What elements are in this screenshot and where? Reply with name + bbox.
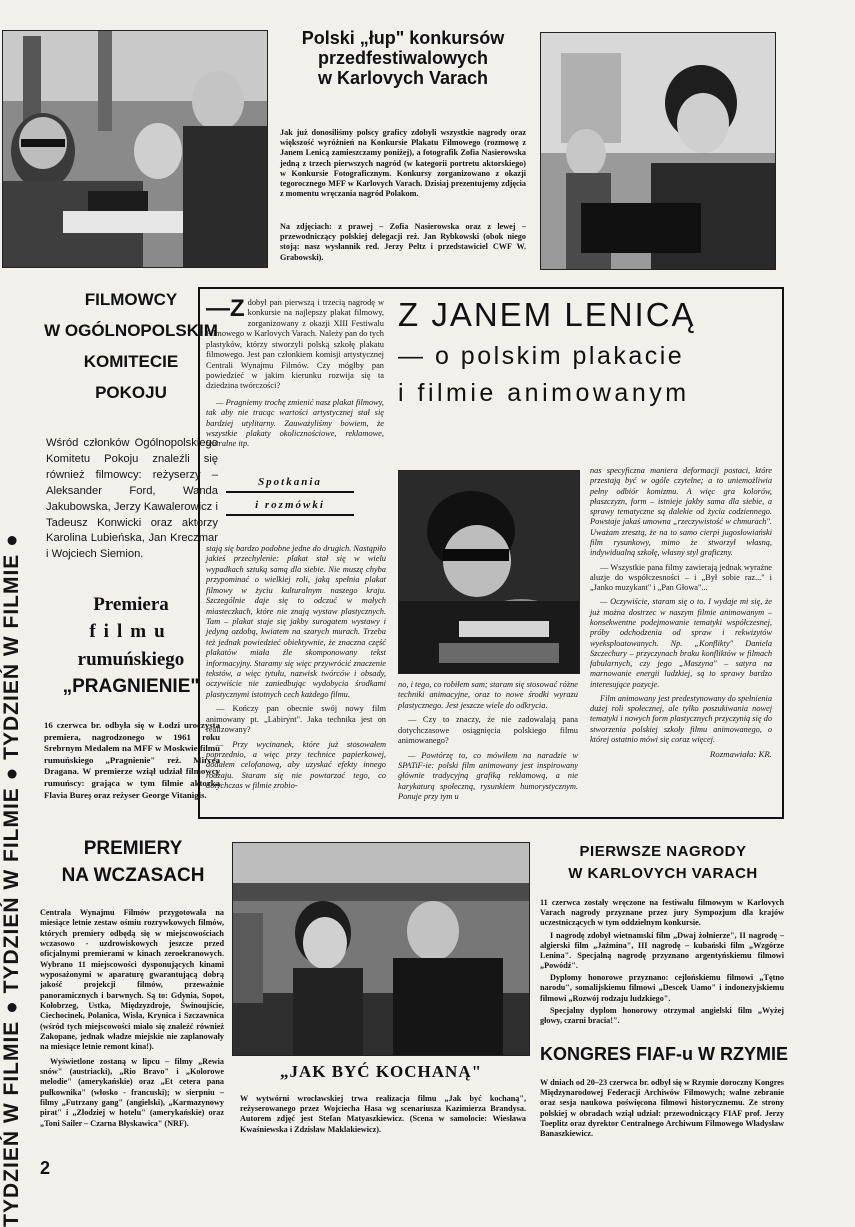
filmowcy-headline-line-4: POKOJU <box>95 383 167 403</box>
interview-answer-3: — Powtórzę to, co mówiłem na naradzie w SPATiF-ie: polski film animowany jest inspirowany głównie tradycyjną grafiką reklamową, a nie karykaturą społeczną, rysunkiem humorystycznym. Ponuje przy tym u <box>398 750 578 802</box>
interview-answer-2: — Przy wycinanek, które już stosowałem poprzednio, a więc przy technice papierkowej, dodałem celofanową, aby uzyskać efekty innego rodzaju. Staram się nie powtarzać tego, co dotychczas w filmie zrobio- <box>206 739 386 791</box>
page-number: 2 <box>40 1158 51 1178</box>
photo-jan-lenica <box>398 470 580 674</box>
interview-answer-5: Film animowany jest predestynowany do spełnienia dużej roli społecznej, ale tylko poszukiwania nowej tematyki i nowych form plastycznych przyczynią się do stworzenia polskiej szkoły filmu animowanego, o której ostatnio mówi się coraz więcej. <box>590 693 772 745</box>
filmowcy-headline <box>40 290 222 402</box>
nagrody-headline <box>544 844 782 883</box>
spine-label: TYDZIEŃ W FILMIE ● TYDZIEŃ W FILMIE ● TYDZIEŃ W FILMIE ● <box>0 533 23 1227</box>
pragnienie-headline <box>40 594 222 697</box>
nagrody-body-2: I nagrodę zdobył wietnamski film „Dwaj żołnierze", II nagrodę – algierski film „Jaźmina", III nagrodę – kubański film „Wzgórze Lenina". Specjalną nagrodę przyznano argentyńskiemu filmowi „Powódź". <box>540 930 784 971</box>
filmowcy-body: Wśród członków Ogólnopolskiego Komitetu Pokoju znaleźli się również filmowcy: reżyserzy – Aleksander Ford, Wanda Jakubowska, Jerzy Kawalerowicz i Tadeusz Konwicki oraz aktorzy Karolina Lubieńska, Jan Kreczmar i Wojciech Siemion. <box>46 437 218 561</box>
nagrody-body-4: Specjalny dyplom honorowy otrzymał angielski film „Wyżej głowy, czarni bracia!". <box>540 1005 784 1025</box>
nagrody-headline-line-1: PIERWSZE NAGRODY <box>579 843 747 860</box>
interview-question-2: — Kończy pan obecnie swój nowy film animowany pt. „Labirynt". Jaka technika jest on realizowany? <box>206 704 386 735</box>
premiery-headline-line-2: NA WCZASACH <box>61 865 205 887</box>
kochana-headline: „JAK BYĆ KOCHANĄ" <box>279 1062 483 1081</box>
top-headline-line-2: przedfestiwalowych <box>317 48 489 69</box>
kochana-body: W wytwórni wrocławskiej trwa realizacja filmu „Jak być kochaną", reżyserowanego przez Wojciecha Hasa wg scenariusza Kazimierza Brandysa. Autorem zdjęć jest Stefan Matyaszkiewicz. (Scena w samolocie: Wiesława Kwaśniewska i Zdzisław Maklakiewicz). <box>240 1094 526 1134</box>
interview-headline-line-1: Z JANEM LENICĄ <box>398 296 696 333</box>
interview-col-b <box>206 544 386 792</box>
interview-question-3: — Czy to znaczy, że nie zadowalają pana dotychczasowe osiągnięcia polskiego filmu animowanego? <box>398 715 578 746</box>
interview-dropcap: —Z <box>206 295 245 322</box>
filmowcy-headline-line-3: KOMITECIE <box>83 352 179 372</box>
interview-headline <box>398 296 772 408</box>
pragnienie-body: 16 czerwca br. odbyła się w Łodzi uroczysta premiera, nagrodzonego w 1961 roku Srebrnym Medalem na MFF w Moskwie filmu rumuńskiego „Pragnienie" reż. Mircea Dragana. W premierze wziął udział filmowcy rumuńscy: grająca w tym filmie aktorka Flavia Bureș oraz reżyser George Vitanigis. <box>44 720 220 800</box>
ribbon-line-1: Spotkania <box>226 476 354 493</box>
fiaf-body: W dniach od 20–23 czerwca br. odbył się w Rzymie doroczny Kongres Międzynarodowej Federacji Archiwów Filmowych; walne zebranie oraz sesja naukowa poświęcona filmowi historycznemu. Ze strony polskiej w obradach wziął udział: przewodniczący FIAF prof. Jerzy Toeplitz oraz dyrektor Centralnego Archiwum Filmowego Władysław Banaszkiewicz. <box>540 1078 784 1138</box>
pragnienie-headline-line-4: „PRAGNIENIE" <box>62 675 200 697</box>
nagrody-body-3: Dyplomy honorowe przyznano: cejlońskiemu filmowi „Tętno narodu", somalijskiemu filmowi „Descek Uamo" i indonezyjskiemu filmowi „Rozwój rodzaju ludzkiego". <box>540 973 784 1003</box>
fiaf-headline: KONGRES FIAF-u W RZYMIE <box>540 1044 788 1064</box>
interview-col-d <box>590 466 772 759</box>
interview-col-a <box>206 295 384 450</box>
interview-headline-line-3: i filmie animowanym <box>398 379 690 407</box>
nagrody-body: 11 czerwca zostały wręczone na festiwalu filmowym w Karlovych Varach nagrody przyznane przez jury Sympozjum dla krajów uczestniczących w tym oddzielnym konkursie. <box>540 898 784 928</box>
interview-answer-4: — Oczywiście, staram się o to. I wydaje mi się, że już można dostrzec w naszym filmie animowanym – konsekwentne podejmowanie tematyki współczesnej, próby odchodzenia od spraw i rekwizytów wyeksploatowanych. Np. „Konflikty" Daniela Szczechury – przyczynach braku konfliktów w filmach fabularnych, czy jego „Maszyna" – satyra na marnowanie energii ludzkiej, są to sprawy bardzo interesujące pozycje. <box>590 597 772 689</box>
premiery-headline-line-1: PREMIERY <box>83 838 183 859</box>
nagrody-headline-line-2: W KARLOVYCH VARACH <box>568 864 758 882</box>
interview-question-4: — Wszystkie pana filmy zawierają jednak wyraźne aluzje do współczesności – i „Był sobie raz..." i „Janko muzykant" i „Pan Głowa"... <box>590 562 772 593</box>
filmowcy-headline-line-1: FILMOWCY <box>84 290 178 309</box>
top-headline <box>282 28 524 88</box>
nagrody-article <box>540 898 784 1026</box>
pragnienie-headline-line-3: rumuńskiego <box>77 648 185 670</box>
premiery-headline <box>40 838 226 887</box>
premiery-article <box>40 908 224 1129</box>
ribbon-line-2: i rozmówki <box>226 499 354 516</box>
interview-answer-1: — Pragniemy trochę zmienić nasz plakat filmowy, tak aby nie tracąc wartości artystycznej stał się bardziej utylitarny. Zauważyliśmy bowiem, że wszystkie plakaty okolicznościowe, reklamowe, teatralne itp. <box>206 397 384 449</box>
top-photo-caption: Na zdjęciach: z prawej – Zofia Nasierowska oraz z lewej – przewodniczący polskiej delegacji reż. Jan Rybkowski (obok niego stoją: nasz wysłannik red. Jerzy Peltz i przedstawiciel CWF W. Grabowski). <box>280 222 526 262</box>
filmowcy-headline-line-2: W OGÓLNOPOLSKIM <box>44 321 218 341</box>
interview-col-b-text: stają się bardzo podobne jedne do drugich. Nastąpiło jakieś przechylenie: plakat stał się w wielu wypadkach sztuką samą dla siebie. Nie muszę chyba przypominać o wielkiej roli, jaką spełnia plakat filmowy w życiu kulturalnym naszego kraju. Szczególnie daje się to odczuć w małych miasteczkach, które nie znają wystaw plastycznych. Tam – plakat staje się jakby surogatem wystawy i jedyną ozdobą, kwiatem na szarych murach. Trzeba też jednak powiedzieć obiektywnie, że znaczna część plakatów miała źle skomponowany tekst informacyjny. Staramy się więc przywrócić znaczenie tekstów, a więc tytułu, nazwisk twórców i obsady, oczywiście nie zaniedbując wydobycia środkami plastycznymi istotnych cech każdego filmu. <box>206 544 386 699</box>
ribbon-spotkania <box>226 476 354 516</box>
premiery-body-2: Wyświetlone zostaną w lipcu – filmy „Rewia snów" (austriacki), „Rio Bravo" i „Kolorowe melodie" (amerykańskie) oraz „Et cetera pana pułkownika" (włosko - francuski); w sierpniu – filmy „Futrzany gang" (angielski), „Karmazynowy pirat" i „Złodziej w hotelu" (amerykańskie) oraz „Toni Sailer – Czarna Błyskawica" (NRF). <box>40 1056 224 1128</box>
photo-jak-byc-kochana <box>232 842 530 1056</box>
pragnienie-headline-line-1: Premiera <box>93 594 169 615</box>
interview-col-c <box>398 680 578 803</box>
section-spine <box>0 280 24 1227</box>
pragnienie-headline-line-2: filmu <box>89 621 173 643</box>
top-article-body: Jak już donosiliśmy polscy graficy zdobyli wszystkie nagrody oraz większość wyróżnień na Konkursie Plakatu Filmowego (rozmowę z Janem Lenicą zamieszczamy poniżej), a fotografik Zofia Nasierowska jedną z trzech pierwszych nagród (w kategorii portretu aktorskiego) w Konkursie Fotograficznym. Konkursy zorganizowano z okazji tegorocznego MFF w Karlovych Varach. Dzisiaj prezentujemy zdjęcia z momentu wręczania nagród Polakom. <box>280 128 526 199</box>
interview-col-d-text: nas specyficzna maniera deformacji postaci, które przestają być w ogóle czytelne; a to uniemożliwia pełny odbiór komizmu. A więc gra kolorów, płaszczyzn, form – istnieje jakby sama dla siebie, a sprawy tematyczne są dalekie od życia codziennego. Powstaje jakaś umowna „rzeczywistość w chmurach". Uważam zresztą, że na to samo cierpi jugosłowiański film rysunkowy, mimo że stworzył własną, indywidualną szkołę, własny styl graficzny. <box>590 466 772 558</box>
premiery-body: Centrala Wynajmu Filmów przygotowała na miesiące letnie zestaw ośmiu rozrywkowych filmów, których premiery odbędą się w miejscowościach wczasowo - uzdrowiskowych jeszcze przed oficjalnymi premierami w kinach zeroekranowych. Wybrano 11 miejscowości dysponujących kinami wyposażonymi w aparaturę gwarantującą dobrą jakość projekcji filmów, przeważnie panoramicznych i barwnych. Są to: Gdynia, Sopot, Kołobrzeg, Ustka, Międzyzdroje, Świnoujście, Ciechocinek, Polanica, Wisła, Krynica i Szczawnica (wśród tych miejscowości miało się znaleźć również Zakopane, jednak władze miejskie nie zaplanowały na miesiące letnie remont kina!). <box>40 908 224 1052</box>
interview-col-c-text: no, i tego, co robiłem sam; staram się stosować różne techniki animacyjne, oraz to nowe środki wyrazu plastycznego. Jest jeszcze wiele do odkrycia. <box>398 680 578 710</box>
interview-headline-line-2: — o polskim plakacie <box>398 342 685 370</box>
photo-zofia-nasierowska <box>540 32 776 270</box>
interview-intro: dobył pan pierwszą i trzecią nagrodę w konkursie na najlepszy plakat filmowy, zorganizowany z okazji XIII Festiwalu Filmowego w Karlovych Varach. Należy pan do tych plastyków, którzy stworzyli polską szkołę plakatu filmowego. Jest pan członkiem komisji artystycznej Centrali Wynajmu Filmów. Czy mógłby pan powiedzieć w jakim kierunku rozwija się ta dziedzina twórczości? <box>206 298 384 391</box>
top-headline-line-1: Polski „łup" konkursów <box>301 28 505 48</box>
photo-award-ceremony-left <box>2 30 268 268</box>
top-headline-line-3: w Karlovych Varach <box>317 68 489 89</box>
interview-signature: Rozmawiała: KR. <box>709 749 772 760</box>
